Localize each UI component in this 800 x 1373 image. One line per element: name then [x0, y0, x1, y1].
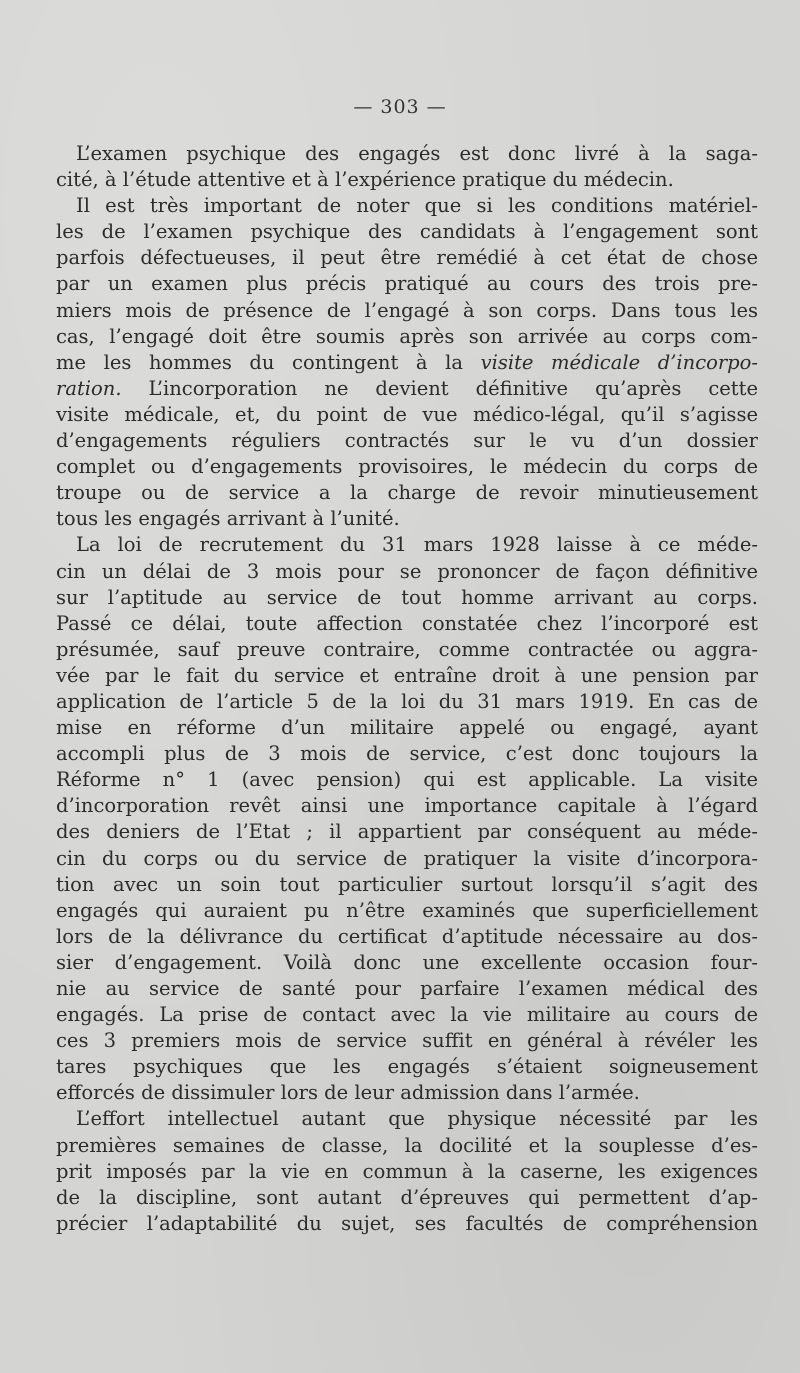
- text-line: [56, 1211, 758, 1237]
- line-text: L’effort intellectuel autant que physique nécessité par les: [76, 1107, 758, 1131]
- text-line: [56, 663, 758, 689]
- line-text: parfois défectueuses, il peut être remédié à cet état de chose: [56, 246, 758, 270]
- italic-phrase: ration.: [56, 376, 122, 400]
- text-line: [56, 898, 758, 924]
- line-text: précier l’adaptabilité du sujet, ses facultés de compréhension: [56, 1211, 758, 1235]
- text-line: [56, 846, 758, 872]
- text-line: [56, 585, 758, 611]
- line-text: accompli plus de 3 mois de service, c’est donc toujours la: [56, 742, 758, 766]
- line-text: nie au service de santé pour parfaire l’examen médical des: [56, 977, 758, 1000]
- line-text: par un examen plus précis pratiqué au cours des trois pre-: [56, 272, 758, 296]
- line-text: lors de la délivrance du certificat d’aptitude nécessaire au dos-: [56, 924, 758, 948]
- line-text: complet ou d’engagements provisoires, le médecin du corps de: [56, 455, 758, 479]
- line-text: engagés qui auraient pu n’être examinés que superficiellement: [56, 898, 758, 922]
- line-text: d’engagements réguliers contractés sur le vu d’un dossier: [56, 429, 758, 453]
- line-text: présumée, sauf preuve contraire, comme contractée ou aggra-: [56, 637, 758, 661]
- text-line: [56, 428, 758, 454]
- line-text: tion avec un soin tout particulier surtout lorsqu’il s’agit des: [56, 872, 758, 896]
- line-text: d’incorporation revêt ainsi une importance capitale à l’égard: [56, 794, 758, 818]
- text-line: [56, 324, 758, 350]
- text-line: [56, 167, 758, 193]
- text-line: [56, 872, 758, 898]
- line-text: visite médicale, et, du point de vue médico-légal, qu’il s’agisse: [56, 402, 758, 426]
- text-line: [56, 219, 758, 245]
- text-line: [56, 376, 758, 402]
- line-text: sur l’aptitude au service de tout homme arrivant au corps.: [56, 585, 758, 609]
- text-line: [56, 1080, 758, 1106]
- line-text: sier d’engagement. Voilà donc une excellente occasion four-: [56, 950, 758, 974]
- line-text: des deniers de l’Etat ; il appartient par conséquent au méde-: [56, 820, 758, 844]
- text-line: [56, 245, 758, 271]
- line-text: L’examen psychique des engagés est donc livré à la saga-: [76, 142, 758, 165]
- line-text: efforcés de dissimuler lors de leur admission dans l’armée.: [56, 1081, 640, 1105]
- text-line: [56, 767, 758, 793]
- text-line: [56, 1185, 758, 1211]
- text-line: [56, 741, 758, 767]
- text-line: [56, 611, 758, 637]
- text-line: [56, 298, 758, 324]
- line-text: de la discipline, sont autant d’épreuves qui permettent d’ap-: [56, 1185, 758, 1209]
- line-text: application de l’article 5 de la loi du 31 mars 1919. En cas de: [56, 689, 758, 713]
- line-text: miers mois de présence de l’engagé à son corps. Dans tous les: [56, 298, 758, 322]
- text-line: [56, 1002, 758, 1028]
- italic-phrase: visite médicale d’incorpo-: [480, 350, 758, 374]
- text-line: [56, 271, 758, 297]
- line-text: Passé ce délai, toute affection constatée chez l’incorporé est: [56, 611, 758, 635]
- line-text: les de l’examen psychique des candidats à l’engagement sont: [56, 220, 758, 244]
- text-line: [56, 924, 758, 950]
- line-text: cité, à l’étude attentive et à l’expérience pratique du médecin.: [56, 168, 674, 192]
- line-text: L’incorporation ne devient définitive qu’après cette: [121, 376, 758, 400]
- text-line: [56, 506, 758, 532]
- text-line: [56, 950, 758, 976]
- line-text: premières semaines de classe, la docilité et la souplesse d’es-: [56, 1133, 758, 1157]
- page-number: — 303 —: [353, 96, 447, 118]
- text-line: [56, 193, 758, 219]
- text-line: [56, 637, 758, 663]
- line-text: cin du corps ou du service de pratiquer la visite d’incorpora-: [56, 846, 758, 870]
- line-text: engagés. La prise de contact avec la vie militaire au cours de: [56, 1003, 758, 1027]
- line-text: cas, l’engagé doit être soumis après son arrivée au corps com-: [56, 324, 758, 348]
- text-line: [56, 1054, 758, 1080]
- text-line: [56, 1133, 758, 1159]
- text-line: [56, 454, 758, 480]
- text-line: [56, 976, 758, 1002]
- line-text: cin un délai de 3 mois pour se prononcer de façon définitive: [56, 559, 758, 583]
- line-text: Réforme n° 1 (avec pension) qui est applicable. La visite: [56, 768, 758, 792]
- line-text: La loi de recrutement du 31 mars 1928 laisse à ce méde-: [76, 533, 758, 557]
- line-text: ces 3 premiers mois de service suffit en général à révéler les: [56, 1029, 758, 1053]
- text-line: [56, 819, 758, 845]
- text-line: [56, 715, 758, 741]
- text-line: [56, 1159, 758, 1185]
- line-text: prit imposés par la vie en commun à la caserne, les exigences: [56, 1159, 758, 1183]
- line-text: me les hommes du contingent à la: [56, 350, 463, 374]
- text-line: [56, 689, 758, 715]
- line-text: tous les engagés arrivant à l’unité.: [56, 507, 400, 531]
- text-line: [56, 559, 758, 585]
- text-line: [56, 141, 758, 167]
- text-line: [56, 1106, 758, 1132]
- line-text: vée par le fait du service et entraîne droit à une pension par: [56, 663, 758, 687]
- text-line: [56, 532, 758, 558]
- text-line: [56, 480, 758, 506]
- line-text: troupe ou de service a la charge de revoir minutieusement: [56, 481, 758, 505]
- line-text: tares psychiques que les engagés s’étaient soigneusement: [56, 1055, 758, 1079]
- line-text: mise en réforme d’un militaire appelé ou engagé, ayant: [56, 716, 758, 740]
- body-text: [56, 141, 758, 1237]
- text-line: [56, 402, 758, 428]
- line-text: Il est très important de noter que si les conditions matériel-: [76, 194, 758, 218]
- text-line: [56, 793, 758, 819]
- text-line: [56, 350, 758, 376]
- text-line: [56, 1028, 758, 1054]
